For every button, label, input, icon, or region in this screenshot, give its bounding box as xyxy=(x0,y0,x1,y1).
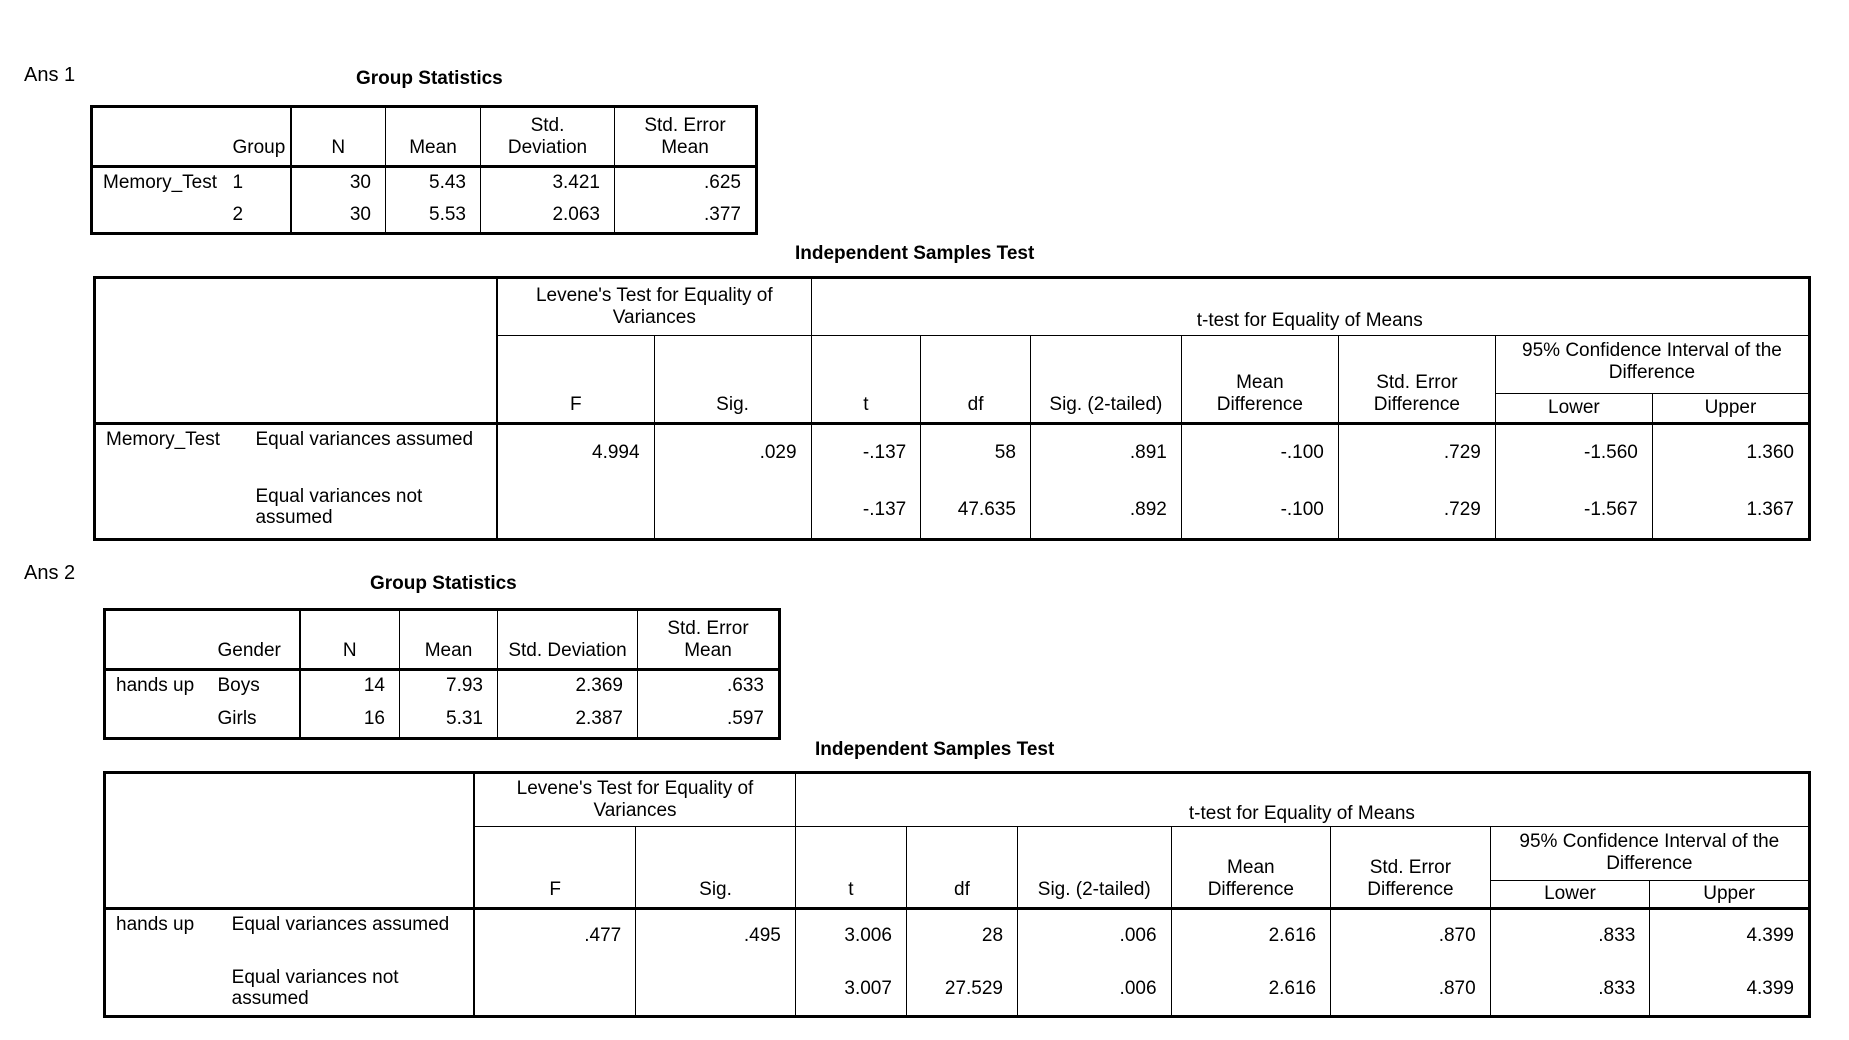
f-header: F xyxy=(474,827,636,909)
df-header: df xyxy=(921,336,1031,424)
upper-header: Upper xyxy=(1652,394,1809,424)
sd-header: Std. Deviation xyxy=(498,610,638,670)
se-value: .597 xyxy=(638,704,780,739)
f-value: .477 xyxy=(474,909,636,963)
mean-diff-value: 2.616 xyxy=(1171,909,1331,963)
sd-value: 3.421 xyxy=(481,167,615,200)
t-header: t xyxy=(811,336,921,424)
variable-label: Memory_Test xyxy=(106,429,221,450)
f-header: F xyxy=(497,336,654,424)
se-value: .377 xyxy=(615,200,757,234)
mean-value: 5.31 xyxy=(400,704,498,739)
ans1-group-stats-table xyxy=(90,105,758,235)
df-value: 27.529 xyxy=(906,963,1017,1017)
n-value: 30 xyxy=(291,200,386,234)
upper-value: 4.399 xyxy=(1650,963,1810,1017)
lower-value: .833 xyxy=(1490,909,1650,963)
ttest-header: t-test for Equality of Means xyxy=(795,773,1809,827)
sd-value: 2.387 xyxy=(498,704,638,739)
row-label: Equal variances assumed xyxy=(231,914,450,935)
upper-value: 1.360 xyxy=(1652,424,1809,482)
lower-value: -1.567 xyxy=(1495,482,1652,540)
se-header: Std. Error Mean xyxy=(615,107,757,167)
se-diff-header: Std. Error Difference xyxy=(1331,827,1491,909)
sig2-header: Sig. (2-tailed) xyxy=(1030,336,1181,424)
sig-value xyxy=(654,482,811,540)
se-diff-value: .729 xyxy=(1338,424,1495,482)
df-value: 58 xyxy=(921,424,1031,482)
sig-value: .029 xyxy=(654,424,811,482)
sig2-value: .006 xyxy=(1018,909,1172,963)
row-label: Equal variances not assumed xyxy=(231,966,399,1010)
variable-label: Memory_Test xyxy=(103,172,218,193)
f-value xyxy=(474,963,636,1017)
mean-diff-value: -.100 xyxy=(1181,424,1338,482)
mean-value: 7.93 xyxy=(400,670,498,704)
upper-header: Upper xyxy=(1650,881,1810,909)
sig2-value: .006 xyxy=(1018,963,1172,1017)
se-header: Std. Error Mean xyxy=(638,610,780,670)
sig2-value: .892 xyxy=(1030,482,1181,540)
ttest-header: t-test for Equality of Means xyxy=(811,278,1809,336)
sig-value: .495 xyxy=(636,909,796,963)
n-header: N xyxy=(300,610,400,670)
group-value: 1 xyxy=(232,172,244,193)
ans2-indep-table xyxy=(103,771,1811,1018)
sig2-header: Sig. (2-tailed) xyxy=(1018,827,1172,909)
lower-header: Lower xyxy=(1490,881,1650,909)
n-header: N xyxy=(291,107,386,167)
t-value: -.137 xyxy=(811,482,921,540)
lower-value: .833 xyxy=(1490,963,1650,1017)
df-value: 28 xyxy=(906,909,1017,963)
ans2-indep-title: Independent Samples Test xyxy=(815,739,1055,760)
sig2-value: .891 xyxy=(1030,424,1181,482)
n-value: 30 xyxy=(291,167,386,200)
row-label: Equal variances not assumed xyxy=(255,485,423,529)
ans1-indep-title: Independent Samples Test xyxy=(795,243,1035,264)
levene-header: Levene's Test for Equality of Variances xyxy=(497,278,811,336)
row-label: Equal variances assumed xyxy=(255,429,474,450)
mean-diff-header: Mean Difference xyxy=(1181,336,1338,424)
ci-header: 95% Confidence Interval of the Difference xyxy=(1495,336,1809,394)
group-value: 2 xyxy=(232,203,244,225)
mean-value: 5.53 xyxy=(386,200,481,234)
lower-header: Lower xyxy=(1495,394,1652,424)
se-diff-value: .870 xyxy=(1331,963,1491,1017)
sig-value xyxy=(636,963,796,1017)
ans1-indep-table xyxy=(93,276,1811,541)
levene-header: Levene's Test for Equality of Variances xyxy=(474,773,795,827)
se-value: .633 xyxy=(638,670,780,704)
gender-header: Gender xyxy=(217,640,281,662)
sd-value: 2.063 xyxy=(481,200,615,234)
se-value: .625 xyxy=(615,167,757,200)
ans1-group-stats-title: Group Statistics xyxy=(356,68,503,89)
t-value: -.137 xyxy=(811,424,921,482)
ans2-group-stats-table xyxy=(103,608,781,740)
df-header: df xyxy=(906,827,1017,909)
ans2-group-stats-title: Group Statistics xyxy=(370,573,517,594)
mean-header: Mean xyxy=(400,610,498,670)
sig-header: Sig. xyxy=(636,827,796,909)
se-diff-value: .870 xyxy=(1331,909,1491,963)
gender-value: Girls xyxy=(217,707,257,729)
mean-diff-value: 2.616 xyxy=(1171,963,1331,1017)
mean-header: Mean xyxy=(386,107,481,167)
upper-value: 4.399 xyxy=(1650,909,1810,963)
gender-value: Boys xyxy=(217,675,260,696)
group-header: Group xyxy=(232,137,286,159)
mean-value: 5.43 xyxy=(386,167,481,200)
mean-diff-value: -.100 xyxy=(1181,482,1338,540)
n-value: 16 xyxy=(300,704,400,739)
t-value: 3.006 xyxy=(795,909,906,963)
variable-label: hands up xyxy=(116,675,195,696)
f-value xyxy=(497,482,654,540)
lower-value: -1.560 xyxy=(1495,424,1652,482)
sd-value: 2.369 xyxy=(498,670,638,704)
variable-label: hands up xyxy=(116,914,195,935)
ans1-label: Ans 1 xyxy=(24,64,76,86)
se-diff-value: .729 xyxy=(1338,482,1495,540)
ci-header: 95% Confidence Interval of the Difference xyxy=(1490,827,1809,881)
mean-diff-header: Mean Difference xyxy=(1171,827,1331,909)
upper-value: 1.367 xyxy=(1652,482,1809,540)
f-value: 4.994 xyxy=(497,424,654,482)
sd-header: Std. Deviation xyxy=(481,107,615,167)
sig-header: Sig. xyxy=(654,336,811,424)
se-diff-header: Std. Error Difference xyxy=(1338,336,1495,424)
t-value: 3.007 xyxy=(795,963,906,1017)
t-header: t xyxy=(795,827,906,909)
df-value: 47.635 xyxy=(921,482,1031,540)
ans2-label: Ans 2 xyxy=(24,562,76,584)
n-value: 14 xyxy=(300,670,400,704)
